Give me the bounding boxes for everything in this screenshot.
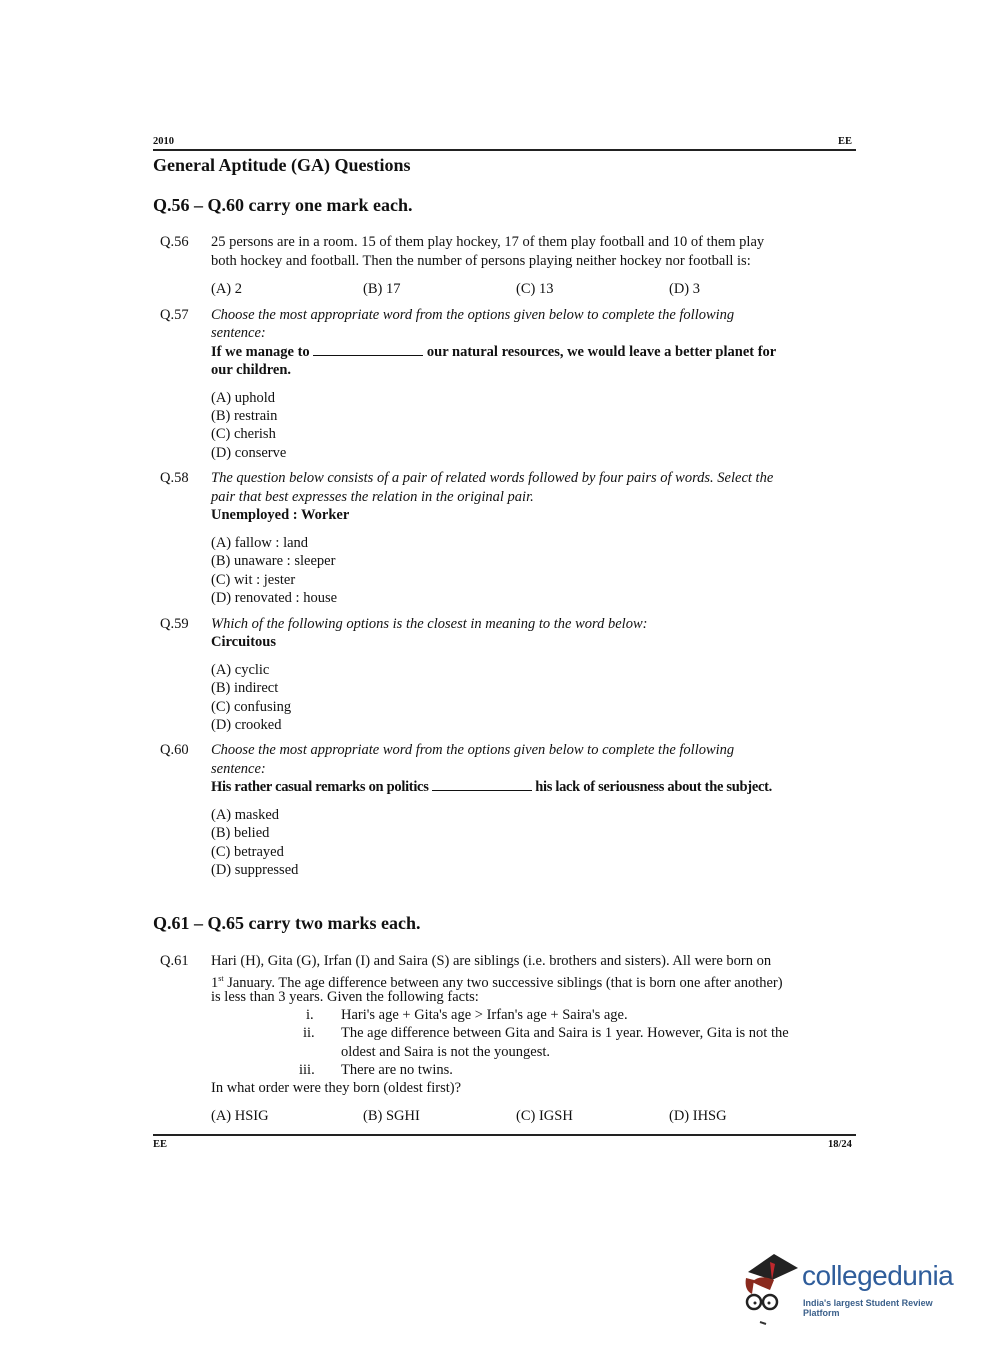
question-text: both hockey and football. Then the number of persons playing neither hockey nor football is:	[211, 253, 751, 269]
sentence-part: If we manage to	[211, 344, 310, 360]
question-number: Q.57	[160, 307, 189, 323]
option: (D) 3	[669, 281, 701, 297]
question-sentence	[211, 343, 776, 361]
question-instruction: pair that best expresses the relation in the original pair.	[211, 489, 534, 505]
option: (A) 2	[211, 281, 243, 297]
target-word: Circuitous	[211, 634, 276, 650]
question-text: 25 persons are in a room. 15 of them play hockey, 17 of them play football and 10 of them play	[211, 234, 765, 250]
option: (C) 13	[516, 281, 554, 297]
header-rule	[153, 149, 856, 151]
fact-number: ii.	[303, 1025, 315, 1041]
sentence-part: His rather casual remarks on politics	[211, 779, 429, 795]
option: (A) HSIG	[211, 1108, 269, 1124]
fact-text: Hari's age + Gita's age > Irfan's age + Saira's age.	[341, 1007, 628, 1023]
section-heading-one-mark: Q.56 – Q.60 carry one mark each.	[153, 195, 413, 215]
option: (C) confusing	[211, 699, 292, 715]
logo-tagline: India's largest Student Review Platform	[803, 1298, 933, 1318]
blank	[432, 780, 532, 791]
question-number: Q.59	[160, 616, 189, 632]
question-sentence	[211, 778, 772, 796]
question-instruction: sentence:	[211, 325, 266, 341]
fact-text: The age difference between Gita and Saira is 1 year. However, Gita is not the	[341, 1025, 789, 1041]
text: 1	[211, 974, 219, 991]
question-instruction: Choose the most appropriate word from the options given below to complete the following	[211, 742, 735, 758]
superscript: st	[218, 974, 224, 983]
question-text: Hari (H), Gita (G), Irfan (I) and Saira (S) are siblings (i.e. brothers and sisters). All were born on	[211, 953, 772, 969]
page-title: General Aptitude (GA) Questions	[153, 155, 411, 175]
option: (D) conserve	[211, 445, 287, 461]
header-paper-code: EE	[838, 136, 853, 147]
question-number: Q.60	[160, 742, 189, 758]
option: (B) belied	[211, 825, 270, 841]
question-sentence: our children.	[211, 362, 292, 378]
option: (C) IGSH	[516, 1108, 573, 1124]
fact-number: iii.	[299, 1062, 315, 1078]
option: (C) betrayed	[211, 844, 284, 860]
fact-text: There are no twins.	[341, 1062, 453, 1078]
sentence-part: our natural resources, we would leave a better planet for	[426, 344, 777, 360]
option: (A) masked	[211, 807, 280, 823]
option: (D) suppressed	[211, 862, 299, 878]
question-instruction: The question below consists of a pair of related words followed by four pairs of words. Select the	[211, 470, 774, 486]
text: January. The age difference between any two successive siblings (that is born one after another)	[223, 974, 783, 991]
blank	[313, 345, 423, 356]
option: (C) cherish	[211, 426, 276, 442]
question-text: is less than 3 years. Given the following facts:	[211, 989, 479, 1005]
footer-rule	[153, 1134, 856, 1136]
option: (A) cyclic	[211, 662, 270, 678]
fact-number: i.	[306, 1007, 314, 1023]
question-number: Q.56	[160, 234, 189, 250]
logo-brand: collegedunia	[802, 1260, 954, 1291]
word-pair: Unemployed : Worker	[211, 507, 350, 523]
option: (A) uphold	[211, 390, 276, 406]
question-number: Q.58	[160, 470, 189, 486]
option: (C) wit : jester	[211, 572, 296, 588]
option: (D) crooked	[211, 717, 282, 733]
option: (D) renovated : house	[211, 590, 338, 606]
option: (B) restrain	[211, 408, 278, 424]
question-text: In what order were they born (oldest first)?	[211, 1080, 462, 1096]
option: (B) 17	[363, 281, 401, 297]
option: (B) SGHI	[363, 1108, 420, 1124]
question-instruction: Choose the most appropriate word from the options given below to complete the following	[211, 307, 735, 323]
footer-page-number: 18/24	[828, 1139, 852, 1150]
fact-text: oldest and Saira is not the youngest.	[341, 1044, 551, 1060]
header-year: 2010	[153, 136, 174, 147]
section-heading-two-marks: Q.61 – Q.65 carry two marks each.	[153, 913, 421, 933]
option: (B) unaware : sleeper	[211, 553, 336, 569]
option: (D) IHSG	[669, 1108, 727, 1124]
collegedunia-logo	[740, 1250, 970, 1330]
mascot-icon	[740, 1250, 802, 1330]
question-instruction: sentence:	[211, 761, 266, 777]
option: (B) indirect	[211, 680, 279, 696]
footer-paper-code: EE	[153, 1139, 168, 1150]
option: (A) fallow : land	[211, 535, 309, 551]
sentence-part: his lack of seriousness about the subject.	[535, 779, 772, 795]
question-instruction: Which of the following options is the closest in meaning to the word below:	[211, 616, 648, 632]
question-number: Q.61	[160, 953, 189, 969]
